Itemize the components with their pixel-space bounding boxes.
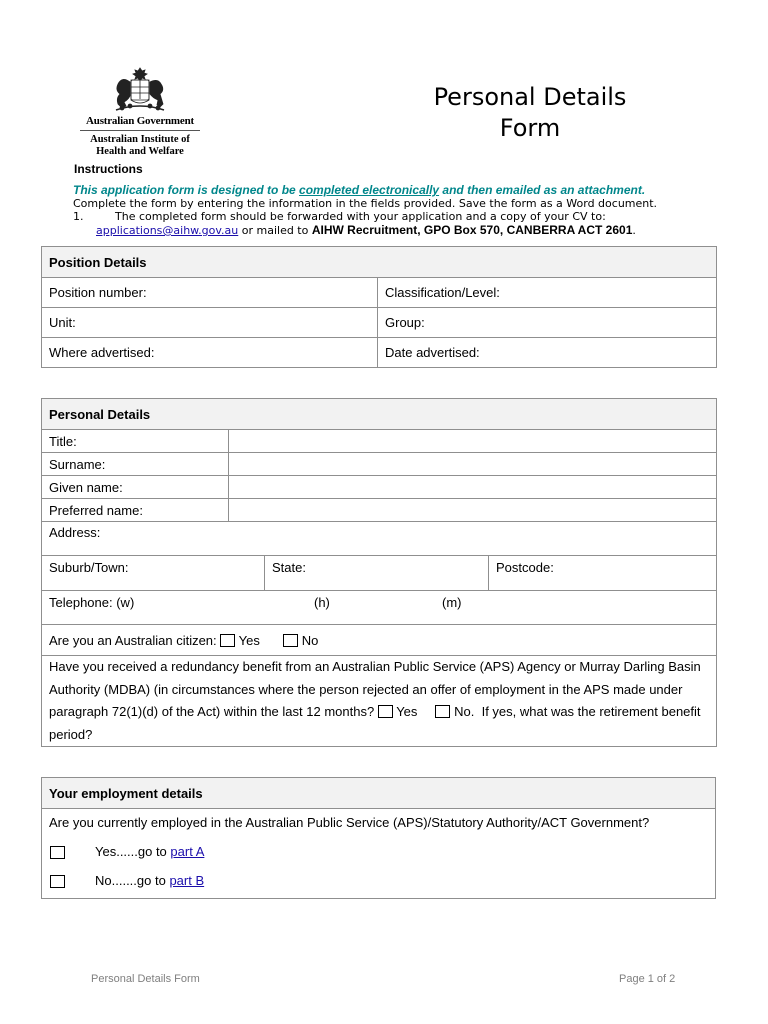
instructions-heading: Instructions xyxy=(74,162,143,176)
citizen-row xyxy=(42,625,717,656)
preferred-name-label: Preferred name: xyxy=(42,499,229,522)
page-title xyxy=(400,82,660,144)
section-heading: Personal Details xyxy=(42,399,717,430)
where-advertised-field[interactable]: Where advertised: xyxy=(42,338,378,368)
redundancy-follow-up: If yes, what was the retirement benefit period? xyxy=(49,704,701,742)
personal-details-table xyxy=(41,398,717,747)
title-line: Form xyxy=(499,114,561,142)
title-line: Personal Details xyxy=(433,83,627,111)
address-field[interactable]: Address: xyxy=(42,522,717,556)
part-a-link[interactable]: part A xyxy=(170,844,205,859)
telephone-work-label[interactable]: Telephone: (w) xyxy=(49,595,135,610)
coat-of-arms-logo xyxy=(108,66,172,114)
position-details-table xyxy=(41,246,717,368)
state-field[interactable]: State: xyxy=(265,556,489,591)
instr-text: . xyxy=(632,224,636,237)
employment-details-table xyxy=(41,777,716,899)
instr-text: and then emailed as an attachment. xyxy=(439,183,646,197)
group-field[interactable]: Group: xyxy=(378,308,717,338)
surname-input[interactable] xyxy=(229,453,717,476)
option-no-text: No.......go to xyxy=(95,873,170,888)
citizen-no-checkbox[interactable] xyxy=(283,634,298,647)
option-no xyxy=(49,873,708,890)
unit-field[interactable]: Unit: xyxy=(42,308,378,338)
org-name-government: Australian Government xyxy=(86,115,194,127)
surname-label: Surname: xyxy=(42,453,229,476)
footer-page-number: Page 1 of 2 xyxy=(619,973,676,985)
redundancy-question: Have you received a redundancy benefit from an Australian Public Service (APS) Agency or Murray Darling Basin Authority (MDBA) (in circumstances where the person rejected an offer of employment in the APS made under paragraph 72(1)(d) of the Act) within the last 12 months? xyxy=(49,659,701,719)
completed-electronically-link[interactable]: completed electronically xyxy=(299,183,440,197)
instr-text: This application form is designed to be xyxy=(73,183,300,197)
telephone-home-label[interactable]: (h) xyxy=(314,595,330,610)
redundancy-yes-checkbox[interactable] xyxy=(378,705,393,718)
instructions-line-forward xyxy=(73,210,606,223)
mailing-address: AIHW Recruitment, GPO Box 570, CANBERRA ACT 2601 xyxy=(311,223,633,237)
citizen-question: Are you an Australian citizen: xyxy=(49,632,217,648)
employed-yes-checkbox[interactable] xyxy=(50,846,65,859)
title-label: Title: xyxy=(42,430,229,453)
telephone-row xyxy=(42,591,717,625)
email-link[interactable]: applications@aihw.gov.au xyxy=(96,224,239,237)
redundancy-no-checkbox[interactable] xyxy=(435,705,450,718)
option-yes-line xyxy=(95,844,204,859)
redundancy-row xyxy=(42,656,717,747)
citizen-no-label: No xyxy=(301,632,319,648)
org-name-institute xyxy=(70,134,210,158)
employment-row xyxy=(42,809,716,899)
given-name-label: Given name: xyxy=(42,476,229,499)
postcode-field[interactable]: Postcode: xyxy=(489,556,717,591)
footer-title: Personal Details Form xyxy=(91,973,200,985)
employed-no-checkbox[interactable] xyxy=(50,875,65,888)
instructions-line-address xyxy=(96,223,636,237)
instr-text: The completed form should be forwarded with your application and a copy of your CV to: xyxy=(115,210,606,223)
list-number: 1. xyxy=(73,210,84,223)
org-name-line: Health and Welfare xyxy=(96,146,184,157)
title-input[interactable] xyxy=(229,430,717,453)
citizen-yes-checkbox[interactable] xyxy=(220,634,235,647)
position-number-field[interactable]: Position number: xyxy=(42,278,378,308)
instructions-line-complete: Complete the form by entering the information in the fields provided. Save the form as a Word document. xyxy=(73,197,658,210)
option-yes xyxy=(49,844,708,861)
given-name-input[interactable] xyxy=(229,476,717,499)
employment-question: Are you currently employed in the Australian Public Service (APS)/Statutory Authority/ACT Government? xyxy=(49,815,650,830)
section-heading: Your employment details xyxy=(42,778,716,809)
part-b-link[interactable]: part B xyxy=(169,873,205,888)
instr-text: or mailed to xyxy=(238,224,312,237)
redundancy-no-label: No. xyxy=(454,704,475,719)
option-yes-text: Yes......go to xyxy=(95,844,171,859)
telephone-mobile-label[interactable]: (m) xyxy=(442,595,462,610)
org-name-line: Australian Institute of xyxy=(90,134,190,145)
instructions-line-electronic xyxy=(73,183,645,197)
option-no-line xyxy=(95,873,204,888)
citizen-yes-label: Yes xyxy=(238,632,260,648)
preferred-name-input[interactable] xyxy=(229,499,717,522)
suburb-field[interactable]: Suburb/Town: xyxy=(42,556,265,591)
redundancy-yes-label: Yes xyxy=(396,704,418,719)
classification-field[interactable]: Classification/Level: xyxy=(378,278,717,308)
date-advertised-field[interactable]: Date advertised: xyxy=(378,338,717,368)
org-divider xyxy=(80,130,200,131)
section-heading: Position Details xyxy=(42,247,717,278)
